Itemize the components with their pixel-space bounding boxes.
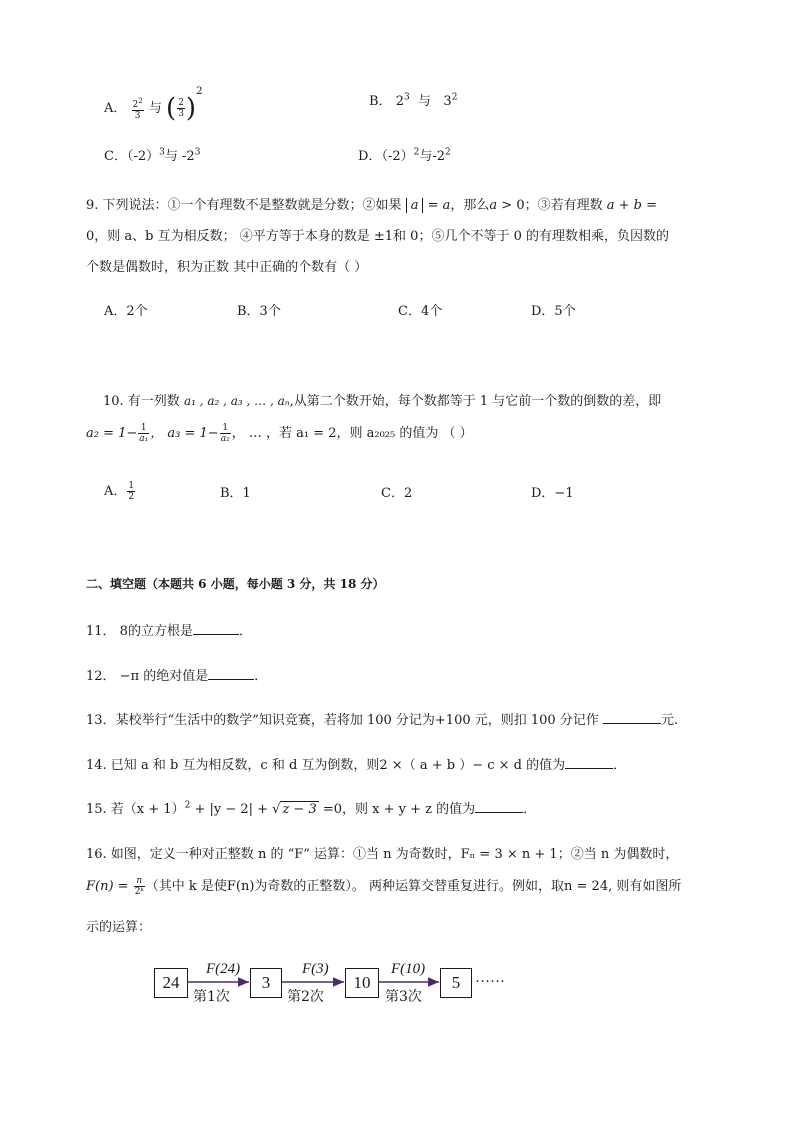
- q9-line-2: 0，则 a、b 互为相反数； ④平方等于本身的数是 ±1和 0；⑤几个不等于 0 的有理数相乘，负因数的: [86, 229, 669, 244]
- q10-option-a: A． $\frac{1}{2}$: [104, 481, 135, 502]
- q16-line-1: 16. 如图，定义一种对正整数 n 的 “F” 运算：①当 n 为奇数时，Fₙ = 3 × n + 1；②当 n 为偶数时，: [86, 847, 679, 862]
- q11: 11． 8的立方根是 ．: [86, 624, 252, 639]
- flow-box: 3: [250, 968, 282, 998]
- q14: 14. 已知 a 和 b 互为相反数，c 和 d 互为倒数，则2 ×（ a + b ）− c × d 的值为 ．: [86, 758, 627, 773]
- q9-line-1: 9. 下列说法：①一个有理数不是整数就是分数；②如果 a = a，那么a > 0；③若有理数 a + b =: [86, 198, 657, 213]
- q8-option-b: B． $2^3$ 与 $3^2$: [369, 92, 458, 109]
- connector-text: 与: [148, 101, 162, 116]
- flow-step: 第1次: [193, 989, 230, 1005]
- flow-box: 10: [345, 968, 379, 998]
- q12: 12． −π 的绝对值是 ．: [86, 669, 268, 684]
- q16-line-2: F(n) = $\frac{n}{\text{2ᵏ}}$ （其中 k 是使F(n)为奇数的正整数）。 两种运算交替重复进行。例如，取n = 24, 则有如图所: [86, 876, 682, 897]
- q10-option-b: B．1: [220, 486, 251, 501]
- q9-option-b: B．3个: [237, 304, 281, 319]
- q9-option-d: D．5个: [531, 304, 576, 319]
- flow-step: 第3次: [385, 989, 422, 1005]
- fraction: $\frac{2}{3}$: [178, 98, 184, 119]
- abs-value: a: [406, 198, 424, 213]
- flow-step: 第2次: [287, 989, 324, 1005]
- flow-ellipsis: ……: [475, 970, 505, 986]
- q8-option-a: A． $\frac{2^2}{3}$ 与 ( $\frac{2}{3}$ )$^2$: [104, 86, 203, 124]
- q10-line-2: a₂ = 1− $\frac{1}{\text{a₁}}$ ， a₃ = 1− $\frac{1}{\text{a₂}}$ ， … ，若 a₁ = 2，则 a₂₀₂₅ 的值为 （ ）: [86, 423, 473, 444]
- q13: 13．某校举行“生活中的数学”知识竞赛，若将加 100 分记为+100 元，则扣 100 分记作 元.: [86, 713, 679, 728]
- q9-line-3: 个数是偶数时，积为正数 其中正确的个数有（ ）: [86, 260, 368, 275]
- q10-option-c: C．2: [381, 486, 413, 501]
- fraction: $\frac{2^2}{3}$: [132, 97, 143, 121]
- q9-option-c: C．4个: [398, 304, 443, 319]
- flow-label: F(10): [391, 961, 426, 977]
- q16-line-3: 示的运算：: [86, 920, 152, 935]
- flow-box: 5: [440, 968, 472, 998]
- flow-box: 24: [154, 968, 188, 998]
- q9-option-a: A．2个: [104, 304, 148, 319]
- q10-option-d: D．−1: [531, 486, 574, 501]
- q8-option-c: C．$(-2)^3$与 $-2^3$: [104, 147, 201, 164]
- section-heading: 二、填空题（本题共 6 小题，每小题 3 分，共 18 分）: [86, 577, 385, 591]
- q8-option-d: D．$(-2)^2$与$-2^2$: [358, 147, 451, 164]
- q15: 15. 若$(x + 1)^2 + |y - 2|$ + √ z − 3 =0，则 x + y + z 的值为 ．: [86, 800, 537, 817]
- flow-label: F(24): [206, 961, 241, 977]
- flow-label: F(3): [302, 961, 329, 977]
- option-label: A．: [104, 101, 127, 116]
- q10-line-1: 10. 有一列数 a₁ , a₂ , a₃ , … , aₙ,从第二个数开始，每个数都等于 1 与它前一个数的倒数的差，即: [103, 394, 662, 409]
